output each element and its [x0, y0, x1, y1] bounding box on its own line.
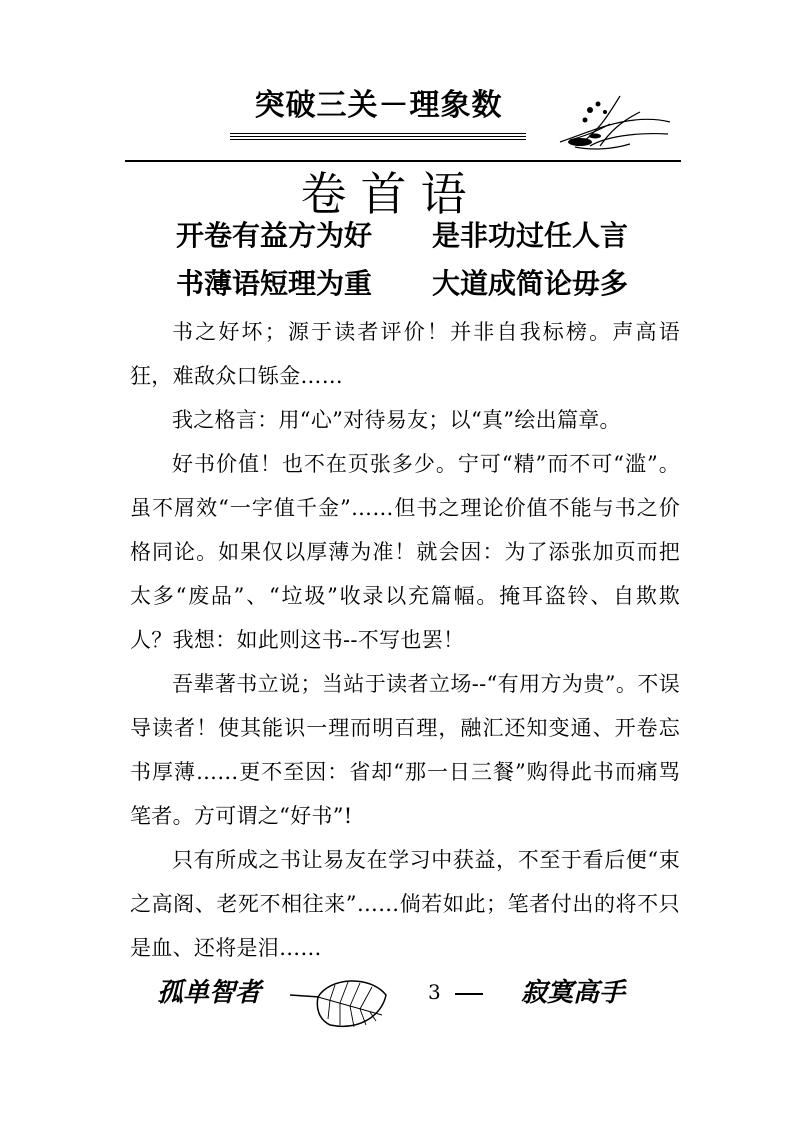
poem-line-2-left: 书薄语短理为重: [176, 267, 373, 300]
footer-left-text: 孤单智者: [157, 978, 262, 1008]
paragraph-2: 我之格言：用“心”对待易友；以“真”绘出篇章。: [172, 408, 621, 432]
poem-line-1-right: 是非功过任人言: [432, 219, 629, 252]
paragraph-3: 好书价值！也不在页张多少。宁可“精”而不可“滥”。虽不屑效“一字值千金”……但书之理论价值不能与书之价格同论。如果仅以厚薄为准！就会因：为了添张加页而把太多“废品”、“垃圾”收录以充篇幅。掩耳盗铃、自欺欺人？我想：如此则这书--不写也罢！: [130, 452, 680, 652]
paragraph-1: 书之好坏；源于读者评价！并非自我标榜。声高语狂，难敌众口铄金……: [130, 320, 680, 388]
poem-line-1: [176, 214, 646, 254]
chapter-title: 卷首语: [300, 167, 481, 221]
poem-line-2-right: 大道成简论毋多: [432, 267, 629, 300]
paragraph-5: 只有所成之书让易友在学习中获益，不至于看后便“束之高阁、老死不相往来”……倘若如此；笔者付出的将不只是血、还将是泪……: [130, 848, 680, 960]
footer-right-text: 寂寞高手: [521, 978, 626, 1008]
poem-line-2: [176, 262, 646, 302]
page-number-dash: [455, 993, 483, 995]
book-title: 突破三关－理象数: [254, 88, 503, 123]
page-number: 3: [428, 980, 441, 1004]
paragraph-4: 吾辈著书立说；当站于读者立场--“有用方为贵”。不误导读者！使其能识一理而明百理，融汇还知变通、开卷忘书厚薄……更不至因：省却“那一日三餐”购得此书而痛骂笔者。方可谓之“好书”!: [130, 672, 680, 828]
title-double-rule: [230, 133, 526, 141]
leaf-decoration-icon: [290, 975, 390, 1031]
orchid-decoration-icon: [550, 92, 672, 156]
poem-line-1-left: 开卷有益方为好: [176, 219, 373, 252]
